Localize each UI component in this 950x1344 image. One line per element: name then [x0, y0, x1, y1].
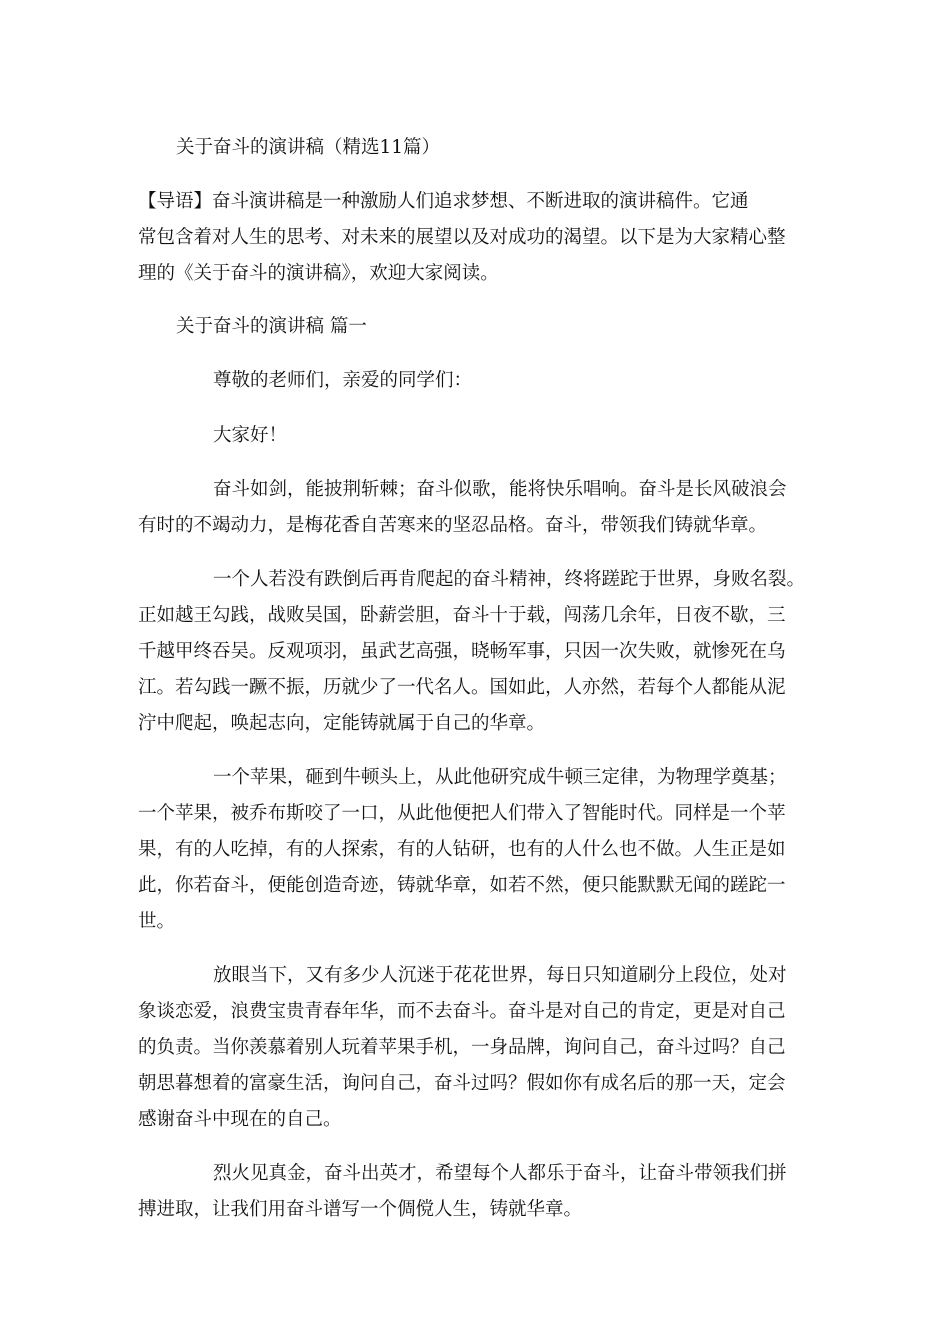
- salutation: 尊敬的老师们，亲爱的同学们：: [213, 370, 473, 391]
- intro-line: 常包含着对人生的思考、对未来的展望以及对成功的渴望。以下是为大家精心整: [138, 227, 786, 248]
- intro-line: 【导语】奋斗演讲稿是一种激励人们追求梦想、不断进取的演讲稿件。它通: [138, 191, 749, 212]
- paragraph-line: 果，有的人吃掉，有的人探索，有的人钻研，也有的人什么也不做。人生正是如: [138, 839, 786, 860]
- paragraph-line: 搏进取，让我们用奋斗谱写一个倜傥人生，铸就华章。: [138, 1199, 583, 1220]
- paragraph-line: 的负责。当你羡慕着别人玩着苹果手机，一身品牌，询问自己，奋斗过吗？自己: [138, 1037, 786, 1058]
- paragraph-line: 此，你若奋斗，便能创造奇迹，铸就华章，如若不然，便只能默默无闻的蹉跎一: [138, 875, 786, 896]
- paragraph-line: 象谈恋爱，浪费宝贵青春年华，而不去奋斗。奋斗是对自己的肯定，更是对自己: [138, 1001, 786, 1022]
- paragraph-line: 正如越王勾践，战败吴国，卧薪尝胆，奋斗十于载，闯荡几余年，日夜不歇，三: [138, 605, 786, 626]
- paragraph-line: 有时的不竭动力，是梅花香自苦寒来的坚忍品格。奋斗，带领我们铸就华章。: [138, 515, 768, 536]
- paragraph-line: 一个苹果，砸到牛顿头上，从此他研究成牛顿三定律，为物理学奠基；: [213, 767, 787, 788]
- document-title: 关于奋斗的演讲稿（精选11篇）: [176, 137, 441, 158]
- paragraph-line: 奋斗如剑，能披荆斩棘；奋斗似歌，能将快乐唱响。奋斗是长风破浪会: [213, 479, 787, 500]
- paragraph-line: 世。: [138, 911, 176, 932]
- paragraph-line: 朝思暮想着的富豪生活，询问自己，奋斗过吗？假如你有成名后的那一天，定会: [138, 1073, 786, 1094]
- intro-line: 理的《关于奋斗的演讲稿》，欢迎大家阅读。: [138, 263, 499, 284]
- section-heading: 关于奋斗的演讲稿 篇一: [176, 316, 367, 337]
- paragraph-line: 江。若勾践一蹶不振，历就少了一代名人。国如此，人亦然，若每个人都能从泥: [138, 677, 786, 698]
- paragraph-line: 放眼当下，又有多少人沉迷于花花世界，每日只知道刷分上段位，处对: [213, 965, 787, 986]
- paragraph-line: 烈火见真金，奋斗出英才，希望每个人都乐于奋斗，让奋斗带领我们拼: [213, 1163, 787, 1184]
- paragraph-line: 泞中爬起，唤起志向，定能铸就属于自己的华章。: [138, 713, 546, 734]
- paragraph-line: 一个苹果，被乔布斯咬了一口，从此他便把人们带入了智能时代。同样是一个苹: [138, 803, 786, 824]
- paragraph-line: 一个人若没有跌倒后再肯爬起的奋斗精神，终将蹉跎于世界，身败名裂。: [213, 569, 806, 590]
- greeting: 大家好！: [213, 425, 288, 446]
- paragraph-line: 千越甲终吞吴。反观项羽，虽武艺高强，晓畅军事，只因一次失败，就惨死在乌: [138, 641, 786, 662]
- paragraph-line: 感谢奋斗中现在的自己。: [138, 1109, 342, 1130]
